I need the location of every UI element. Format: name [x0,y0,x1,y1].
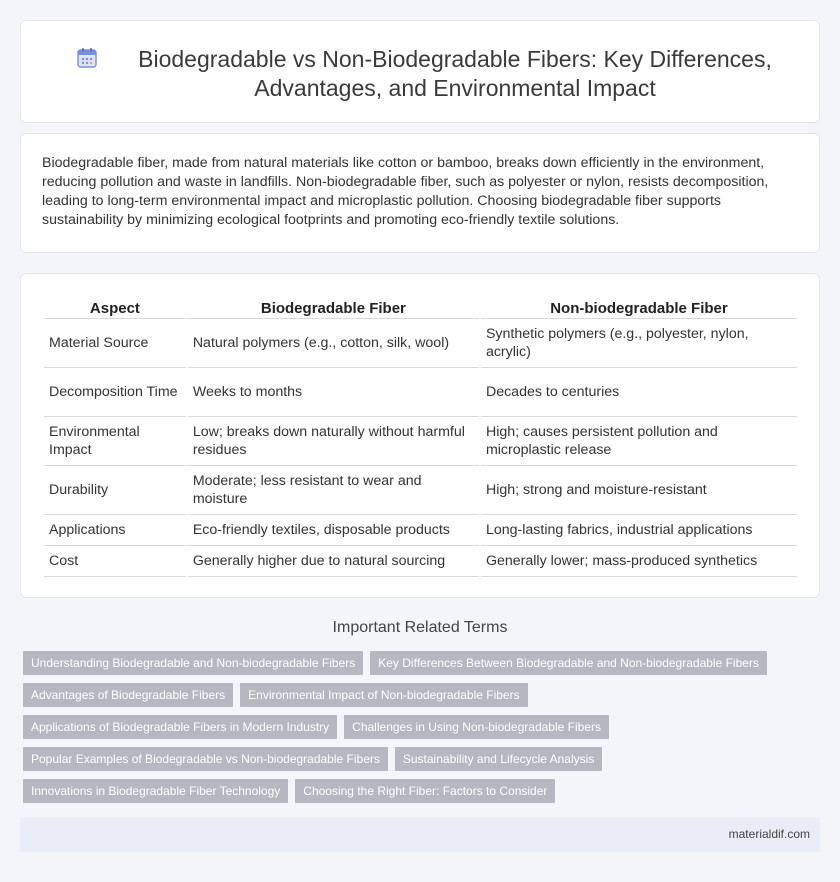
table-row [44,466,797,515]
intro-card [20,133,820,253]
table-cell: Generally lower; mass-produced synthetics [481,546,797,577]
page-title: Biodegradable vs Non-Biodegradable Fibers: Key Differences, Advantages, and Environmental Impact [138,46,772,101]
comparison-table [42,296,799,577]
table-cell: Decades to centuries [481,368,797,417]
table-cell: Moderate; less resistant to wear and moisture [188,466,479,515]
table-cell: Low; breaks down naturally without harmful residues [188,417,479,466]
footer [20,817,820,852]
table-cell: Material Source [44,319,186,368]
table-header-row [44,296,797,319]
related-term-link[interactable]: Sustainability and Lifecycle Analysis [395,747,602,771]
table-row [44,319,797,368]
intro-paragraph: Biodegradable fiber, made from natural materials like cotton or bamboo, breaks down efficiently in the environment, reducing pollution and waste in landfills. Non-biodegradable fiber, such as polyester or nylon, resists decomposition, leading to long-term environmental impact and microplastic pollution. Choosing biodegradable fiber supports sustainability by minimizing ecological footprints and promoting eco-friendly textile solutions. [42,155,769,228]
related-term-link[interactable]: Advantages of Biodegradable Fibers [23,683,233,707]
table-cell: Cost [44,546,186,577]
table-cell: Generally higher due to natural sourcing [188,546,479,577]
header-biodegradable: Biodegradable Fiber [188,296,479,319]
table-cell: Synthetic polymers (e.g., polyester, nylon, acrylic) [481,319,797,368]
related-term-link[interactable]: Understanding Biodegradable and Non-biodegradable Fibers [23,651,363,675]
table-cell: Durability [44,466,186,515]
related-terms-list [23,651,803,811]
table-row [44,515,797,546]
title-card [20,20,820,123]
table-cell: Weeks to months [188,368,479,417]
related-term-link[interactable]: Popular Examples of Biodegradable vs Non-biodegradable Fibers [23,747,388,771]
table-cell: Environmental Impact [44,417,186,466]
related-term-link[interactable]: Applications of Biodegradable Fibers in Modern Industry [23,715,337,739]
table-cell: Applications [44,515,186,546]
table-cell: Natural polymers (e.g., cotton, silk, wool) [188,319,479,368]
related-term-link[interactable]: Challenges in Using Non-biodegradable Fibers [344,715,609,739]
related-term-link[interactable]: Key Differences Between Biodegradable and Non-biodegradable Fibers [370,651,767,675]
related-term-link[interactable]: Environmental Impact of Non-biodegradable Fibers [240,683,527,707]
related-term-link[interactable]: Innovations in Biodegradable Fiber Technology [23,779,288,803]
related-term-link[interactable]: Choosing the Right Fiber: Factors to Consider [295,779,555,803]
comparison-card [20,273,820,598]
table-row [44,417,797,466]
table-cell: Decomposition Time [44,368,186,417]
header-non-biodegradable: Non-biodegradable Fiber [481,296,797,319]
table-cell: High; strong and moisture-resistant [481,466,797,515]
table-row [44,368,797,417]
table-cell: Eco-friendly textiles, disposable products [188,515,479,546]
related-terms-heading: Important Related Terms [332,619,508,636]
table-cell: Long-lasting fabrics, industrial applications [481,515,797,546]
header-aspect: Aspect [44,296,186,319]
table-row [44,546,797,577]
footer-site-link[interactable]: materialdif.com [728,827,810,841]
table-cell: High; causes persistent pollution and microplastic release [481,417,797,466]
